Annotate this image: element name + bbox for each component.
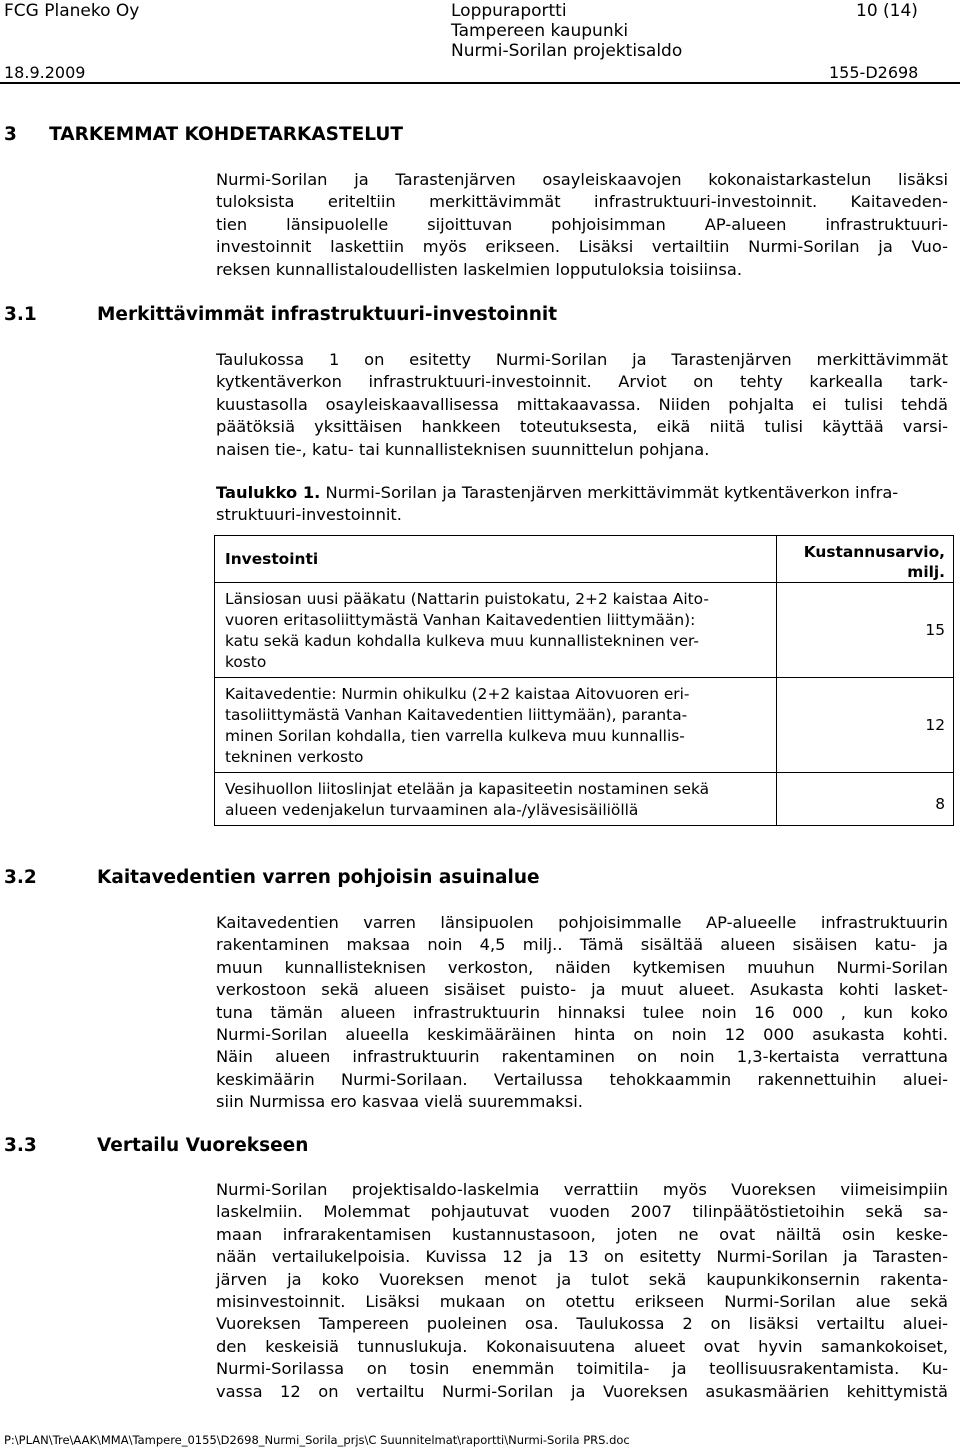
table-row — [215, 583, 954, 678]
client-name: Tampereen kaupunki — [451, 21, 629, 41]
section-3-3-number: 3.3 — [4, 1135, 37, 1156]
paragraph-line: Taulukossa 1 on esitetty Nurmi-Sorilan ja Tarastenjärven merkittävimmät — [216, 350, 948, 369]
table-caption — [216, 482, 948, 527]
table-caption-text: Nurmi-Sorilan ja Tarastenjärven merkittävimmät kytkentäverkon infra- — [320, 483, 899, 502]
section-3-heading: 3 TARKEMMAT KOHDETARKASTELUT — [4, 124, 404, 145]
paragraph-line: tuloksista eriteltiin merkittävimmät infrastruktuuri-investoinnit. Kaitaveden- — [216, 192, 948, 212]
header-cost: Kustannusarvio, milj. — [776, 536, 953, 583]
table-cell-description: Kaitavedentie: Nurmin ohikulku (2+2 kaistaa Aitovuoren eri- tasoliittymästä Vanhan Kaitavedentien liittymään), paranta- minen Sorilan kohdalla, tien varrella kulkeva muu kunnallis- tekninen verkosto — [215, 678, 777, 773]
section-3-1-title: Merkittävimmät infrastruktuuri-investoinnit — [97, 304, 558, 325]
section-3-2-title: Kaitavedentien varren pohjoisin asuinalue — [97, 867, 540, 888]
paragraph-line: investoinnit laskettiin myös erikseen. Lisäksi vertailtiin Nurmi-Sorilan ja Vuo- — [216, 237, 948, 257]
table-cell-cost: 12 — [776, 678, 953, 773]
document-date: 18.9.2009 — [4, 63, 86, 82]
paragraph-line: kytkentäverkon infrastruktuuri-investoinnit. Arviot on tehty karkealla tark- — [216, 372, 948, 392]
paragraph-line: Nurmi-Sorilan projektisaldo-laskelmia verrattiin myös Vuoreksen viimeisimpiin — [216, 1180, 948, 1199]
table-cell-cost: 15 — [776, 583, 953, 678]
paragraph-line: den keskeisiä tunnuslukuja. Kokonaisuutena alueet ovat hyvin samankokoiset, — [216, 1336, 948, 1356]
paragraph-line: maan infrarakentamisen kustannustasoon, joten ne ovat näiltä osin keske- — [216, 1224, 948, 1244]
document-type: Loppuraportti — [451, 1, 567, 21]
paragraph-line: Nurmi-Sorilan ja Tarastenjärven osayleiskaavojen kokonaistarkastelun lisäksi — [216, 170, 948, 189]
paragraph-line: muun kunnallisteknisen verkoston, näiden kytkemisen muuhun Nurmi-Sorilan — [216, 957, 948, 977]
paragraph-line: päätöksiä yksittäisen hankkeen toteutuksesta, eikä niitä tulisi käyttää varsi- — [216, 417, 948, 437]
paragraph-line: Vuoreksen Tampereen puoleinen osa. Taulukossa 2 on lisäksi vertailtu aluei- — [216, 1314, 948, 1334]
company-name: FCG Planeko Oy — [4, 1, 140, 21]
section-3-2-paragraph — [216, 912, 948, 1114]
project-code: 155-D2698 — [829, 63, 919, 82]
paragraph-line: vassa 12 on vertailtu Nurmi-Sorilan ja Vuoreksen asukasmäärien kehittymistä — [216, 1381, 948, 1401]
paragraph-line: keskimäärin Nurmi-Sorilaan. Vertailussa tehokkaammin rakennettuihin aluei- — [216, 1069, 948, 1089]
table-caption-text: struktuuri-investoinnit. — [216, 505, 402, 525]
paragraph-line: järven ja koko Vuoreksen menot ja tulot sekä kaupunkikonsernin rakenta- — [216, 1269, 948, 1289]
section-3-paragraph — [216, 169, 948, 281]
paragraph-line: rakentaminen maksaa noin 4,5 milj.. Tämä sisältää alueen sisäisen katu- ja — [216, 935, 948, 955]
paragraph-line: tuna tämän alueen infrastruktuurin hinnaksi tulee noin 16 000 , kun koko — [216, 1002, 948, 1022]
section-3-1-number: 3.1 — [4, 304, 37, 325]
investment-table — [214, 535, 954, 826]
section-3-1-paragraph — [216, 349, 948, 461]
table-row — [215, 773, 954, 826]
table-cell-description: Länsiosan uusi pääkatu (Nattarin puistokatu, 2+2 kaistaa Aito- vuoren eritasoliittymästä Vanhan Kaitavedentien liittymään): katu sekä kadun kohdalla kulkeva muu kunnallistekninen ver- kosto — [215, 583, 777, 678]
section-3-3-paragraph — [216, 1179, 948, 1403]
table-caption-label: Taulukko 1. — [216, 483, 321, 502]
table-row — [215, 678, 954, 773]
project-name: Nurmi-Sorilan projektisaldo — [451, 41, 683, 61]
table-cell-description: Vesihuollon liitoslinjat etelään ja kapasiteetin nostaminen sekä alueen vedenjakelun turvaaminen ala-/ylävesisäiliöllä — [215, 773, 777, 826]
paragraph-line: nään vertailukelpoisia. Kuvissa 12 ja 13 on esitetty Nurmi-Sorilan ja Tarasten- — [216, 1247, 948, 1267]
paragraph-line: Kaitavedentien varren länsipuolen pohjoisimmalle AP-alueelle infrastruktuurin — [216, 913, 948, 932]
paragraph-line: siin Nurmissa ero kasvaa vielä suuremmaksi. — [216, 1092, 583, 1112]
header-investment: Investointi — [215, 536, 777, 583]
paragraph-line: verkostoon sekä alueen sisäiset puisto- ja muut alueet. Asukasta kohti lasket- — [216, 980, 948, 1000]
section-3-2-number: 3.2 — [4, 867, 37, 888]
paragraph-line: kuustasolla osayleiskaavallisessa mittakaavassa. Niiden pohjalta ei tulisi tehdä — [216, 394, 948, 414]
table-header-row — [215, 536, 954, 583]
section-3-3-title: Vertailu Vuorekseen — [97, 1135, 309, 1156]
paragraph-line: laskelmiin. Molemmat pohjautuvat vuoden 2007 tilinpäätöstietoihin sekä sa- — [216, 1202, 948, 1222]
page-number: 10 (14) — [856, 1, 918, 21]
paragraph-line: tien länsipuolelle sijoittuvan pohjoisimman AP-alueen infrastruktuuri- — [216, 214, 948, 234]
paragraph-line: Näin alueen infrastruktuurin rakentaminen on noin 1,3-kertaista verrattuna — [216, 1047, 948, 1067]
paragraph-line: Nurmi-Sorilassa on tosin enemmän toimitila- ja teollisuusrakentamista. Ku- — [216, 1359, 948, 1379]
paragraph-line: naisen tie-, katu- tai kunnallisteknisen suunnittelun pohjana. — [216, 439, 710, 459]
paragraph-line: reksen kunnallistaloudellisten laskelmien lopputuloksia toisiinsa. — [216, 259, 743, 279]
table-cell-cost: 8 — [776, 773, 953, 826]
file-path-footer: P:\PLAN\Tre\AAK\MMA\Tampere_0155\D2698_Nurmi_Sorila_prjs\C Suunnitelmat\raportti\Nurmi-Sorila PRS.doc — [4, 1433, 630, 1447]
paragraph-line: misinvestoinnit. Lisäksi mukaan on otettu erikseen Nurmi-Sorilan alue sekä — [216, 1292, 948, 1312]
header-divider — [0, 82, 960, 84]
paragraph-line: Nurmi-Sorilan alueella keskimääräinen hinta on noin 12 000 asukasta kohti. — [216, 1025, 948, 1045]
